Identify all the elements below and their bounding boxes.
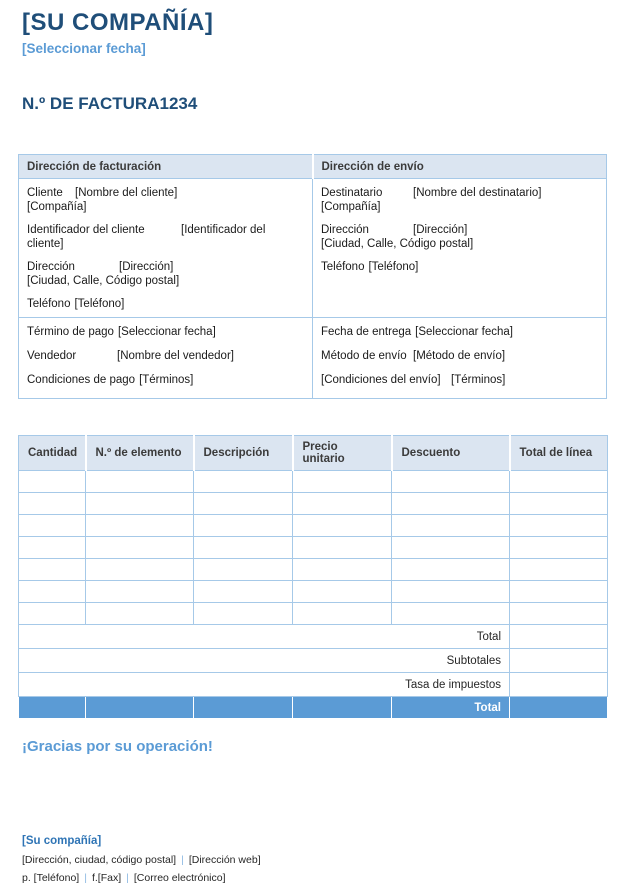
field-line	[321, 373, 598, 387]
field-line	[27, 260, 304, 274]
item-cell[interactable]	[392, 515, 510, 537]
item-cell[interactable]	[392, 537, 510, 559]
field-line	[27, 373, 304, 387]
item-cell[interactable]	[19, 537, 86, 559]
grand-total-label: Total	[392, 697, 510, 719]
field-value[interactable]: [Nombre del destinatario]	[413, 187, 542, 199]
field-line	[321, 237, 598, 251]
summary-value-cell[interactable]	[510, 673, 608, 697]
grand-total-value-cell[interactable]	[510, 697, 608, 719]
footer-address-line	[22, 854, 630, 867]
field-label: Dirección	[27, 261, 75, 273]
item-cell[interactable]	[86, 537, 194, 559]
field-label: Vendedor	[27, 350, 77, 362]
summary-value-cell[interactable]	[510, 649, 608, 673]
field-label: Fecha de entrega	[321, 326, 412, 338]
thanks-message: ¡Gracias por su operación!	[22, 738, 213, 755]
grand-total-row	[19, 697, 608, 719]
item-cell[interactable]	[392, 581, 510, 603]
item-cell[interactable]	[86, 515, 194, 537]
field-label: Identificador del cliente	[27, 224, 145, 236]
item-cell[interactable]	[19, 603, 86, 625]
item-cell[interactable]	[19, 493, 86, 515]
item-cell[interactable]	[194, 537, 293, 559]
item-cell[interactable]	[194, 581, 293, 603]
billing-terms-cell	[19, 318, 313, 399]
field-line	[321, 223, 598, 237]
shipping-address-header: Dirección de envío	[313, 155, 607, 179]
field-group	[321, 223, 598, 251]
item-row	[19, 603, 608, 625]
field-group	[27, 260, 304, 288]
field-label: Teléfono	[27, 298, 71, 310]
field-value[interactable]: [Nombre del vendedor]	[117, 350, 234, 362]
item-cell[interactable]	[19, 581, 86, 603]
item-row	[19, 515, 608, 537]
field-value[interactable]: [Teléfono]	[74, 298, 125, 310]
field-line	[321, 260, 598, 274]
field-value[interactable]: [Identificador del cliente]	[27, 224, 266, 250]
item-cell[interactable]	[194, 559, 293, 581]
summary-label: Tasa de impuestos	[19, 673, 510, 697]
field-group	[27, 186, 304, 214]
field-label: [Condiciones del envío]	[321, 374, 441, 386]
item-cell[interactable]	[19, 471, 86, 493]
column-header-discount: Descuento	[392, 436, 510, 471]
item-cell[interactable]	[194, 471, 293, 493]
item-cell[interactable]	[293, 515, 392, 537]
item-cell[interactable]	[293, 603, 392, 625]
item-row	[19, 537, 608, 559]
item-cell[interactable]	[86, 603, 194, 625]
billing-address-header: Dirección de facturación	[19, 155, 313, 179]
field-value[interactable]: [Teléfono]	[368, 261, 419, 273]
item-cell[interactable]	[392, 559, 510, 581]
field-value[interactable]: [Compañía]	[321, 201, 381, 213]
summary-label: Subtotales	[19, 649, 510, 673]
item-cell[interactable]	[293, 493, 392, 515]
footer-phone[interactable]: p. [Teléfono]	[22, 872, 80, 884]
field-value[interactable]: [Términos]	[451, 374, 506, 386]
field-group	[27, 297, 304, 311]
field-line	[27, 325, 304, 339]
field-group	[27, 223, 304, 251]
footer-address[interactable]: [Dirección, ciudad, código postal]	[22, 854, 177, 866]
field-line	[27, 274, 304, 288]
summary-row	[19, 649, 608, 673]
field-line	[321, 325, 598, 339]
field-label: Teléfono	[321, 261, 365, 273]
item-cell[interactable]	[510, 515, 608, 537]
item-cell[interactable]	[392, 493, 510, 515]
field-value[interactable]: [Términos]	[139, 374, 194, 386]
item-row	[19, 559, 608, 581]
invoice-date-placeholder[interactable]: [Seleccionar fecha]	[22, 41, 146, 56]
column-header-quantity: Cantidad	[19, 436, 86, 471]
item-cell[interactable]	[194, 603, 293, 625]
item-cell[interactable]	[510, 603, 608, 625]
item-cell[interactable]	[510, 471, 608, 493]
field-line	[27, 297, 304, 311]
item-cell[interactable]	[86, 559, 194, 581]
item-cell[interactable]	[194, 493, 293, 515]
footer-web[interactable]: [Dirección web]	[188, 854, 261, 866]
item-cell[interactable]	[19, 559, 86, 581]
summary-row	[19, 673, 608, 697]
field-line	[27, 223, 304, 251]
separator: |	[126, 872, 129, 884]
field-label: Destinatario	[321, 187, 383, 199]
shipping-terms-cell	[313, 318, 607, 399]
item-row	[19, 471, 608, 493]
invoice-number-label: N.º DE FACTURA	[22, 94, 160, 113]
item-cell[interactable]	[510, 493, 608, 515]
field-label: Término de pago	[27, 326, 114, 338]
item-row	[19, 581, 608, 603]
footer-email[interactable]: [Correo electrónico]	[133, 872, 226, 884]
grand-total-spacer	[293, 697, 392, 719]
company-title[interactable]: [SU COMPAÑÍA]	[22, 9, 214, 36]
grand-total-spacer	[86, 697, 194, 719]
items-table	[18, 435, 608, 719]
field-line	[27, 200, 304, 214]
field-line	[321, 186, 598, 200]
item-cell[interactable]	[510, 559, 608, 581]
item-cell[interactable]	[19, 515, 86, 537]
column-header-unit-price: Precio unitario	[293, 436, 392, 471]
field-label: Cliente	[27, 187, 63, 199]
field-value[interactable]: [Dirección]	[119, 261, 174, 273]
grand-total-spacer	[194, 697, 293, 719]
field-group	[321, 186, 598, 214]
summary-label: Total	[19, 625, 510, 649]
footer-company-name[interactable]: [Su compañía]	[22, 835, 102, 847]
footer-contact-line	[22, 872, 630, 885]
invoice-number-heading	[22, 93, 630, 114]
separator: |	[181, 854, 184, 866]
field-line	[321, 200, 598, 214]
field-label: Condiciones de pago	[27, 374, 136, 386]
column-header-line-total: Total de línea	[510, 436, 608, 471]
field-value[interactable]: [Ciudad, Calle, Código postal]	[27, 275, 180, 287]
field-label: Dirección	[321, 224, 369, 236]
field-label: Método de envío	[321, 350, 407, 362]
field-group	[321, 260, 598, 274]
column-header-item-number: N.º de elemento	[86, 436, 194, 471]
item-cell[interactable]	[392, 603, 510, 625]
field-value[interactable]: [Ciudad, Calle, Código postal]	[321, 238, 474, 250]
field-value[interactable]: [Compañía]	[27, 201, 87, 213]
address-table	[18, 154, 607, 399]
footer	[22, 834, 630, 885]
summary-value-cell[interactable]	[510, 625, 608, 649]
field-line	[27, 186, 304, 200]
field-value[interactable]: [Seleccionar fecha]	[117, 326, 216, 338]
item-row	[19, 493, 608, 515]
item-cell[interactable]	[293, 559, 392, 581]
shipping-address-cell	[313, 179, 607, 318]
field-line	[27, 349, 304, 363]
item-cell[interactable]	[194, 515, 293, 537]
item-cell[interactable]	[510, 537, 608, 559]
item-cell[interactable]	[510, 581, 608, 603]
item-cell[interactable]	[86, 471, 194, 493]
field-line	[321, 349, 598, 363]
item-cell[interactable]	[86, 581, 194, 603]
separator: |	[84, 872, 87, 884]
item-cell[interactable]	[293, 537, 392, 559]
item-cell[interactable]	[392, 471, 510, 493]
field-value[interactable]: [Dirección]	[413, 224, 468, 236]
field-value[interactable]: [Seleccionar fecha]	[415, 326, 513, 338]
item-cell[interactable]	[293, 471, 392, 493]
invoice-number-value[interactable]: 1234	[159, 94, 198, 113]
item-cell[interactable]	[86, 493, 194, 515]
field-value[interactable]: [Nombre del cliente]	[75, 187, 178, 199]
field-value[interactable]: [Método de envío]	[413, 350, 506, 362]
footer-fax[interactable]: f.[Fax]	[91, 872, 122, 884]
grand-total-spacer	[19, 697, 86, 719]
billing-address-cell	[19, 179, 313, 318]
item-cell[interactable]	[293, 581, 392, 603]
summary-row	[19, 625, 608, 649]
item-rows	[19, 471, 608, 625]
column-header-description: Descripción	[194, 436, 293, 471]
